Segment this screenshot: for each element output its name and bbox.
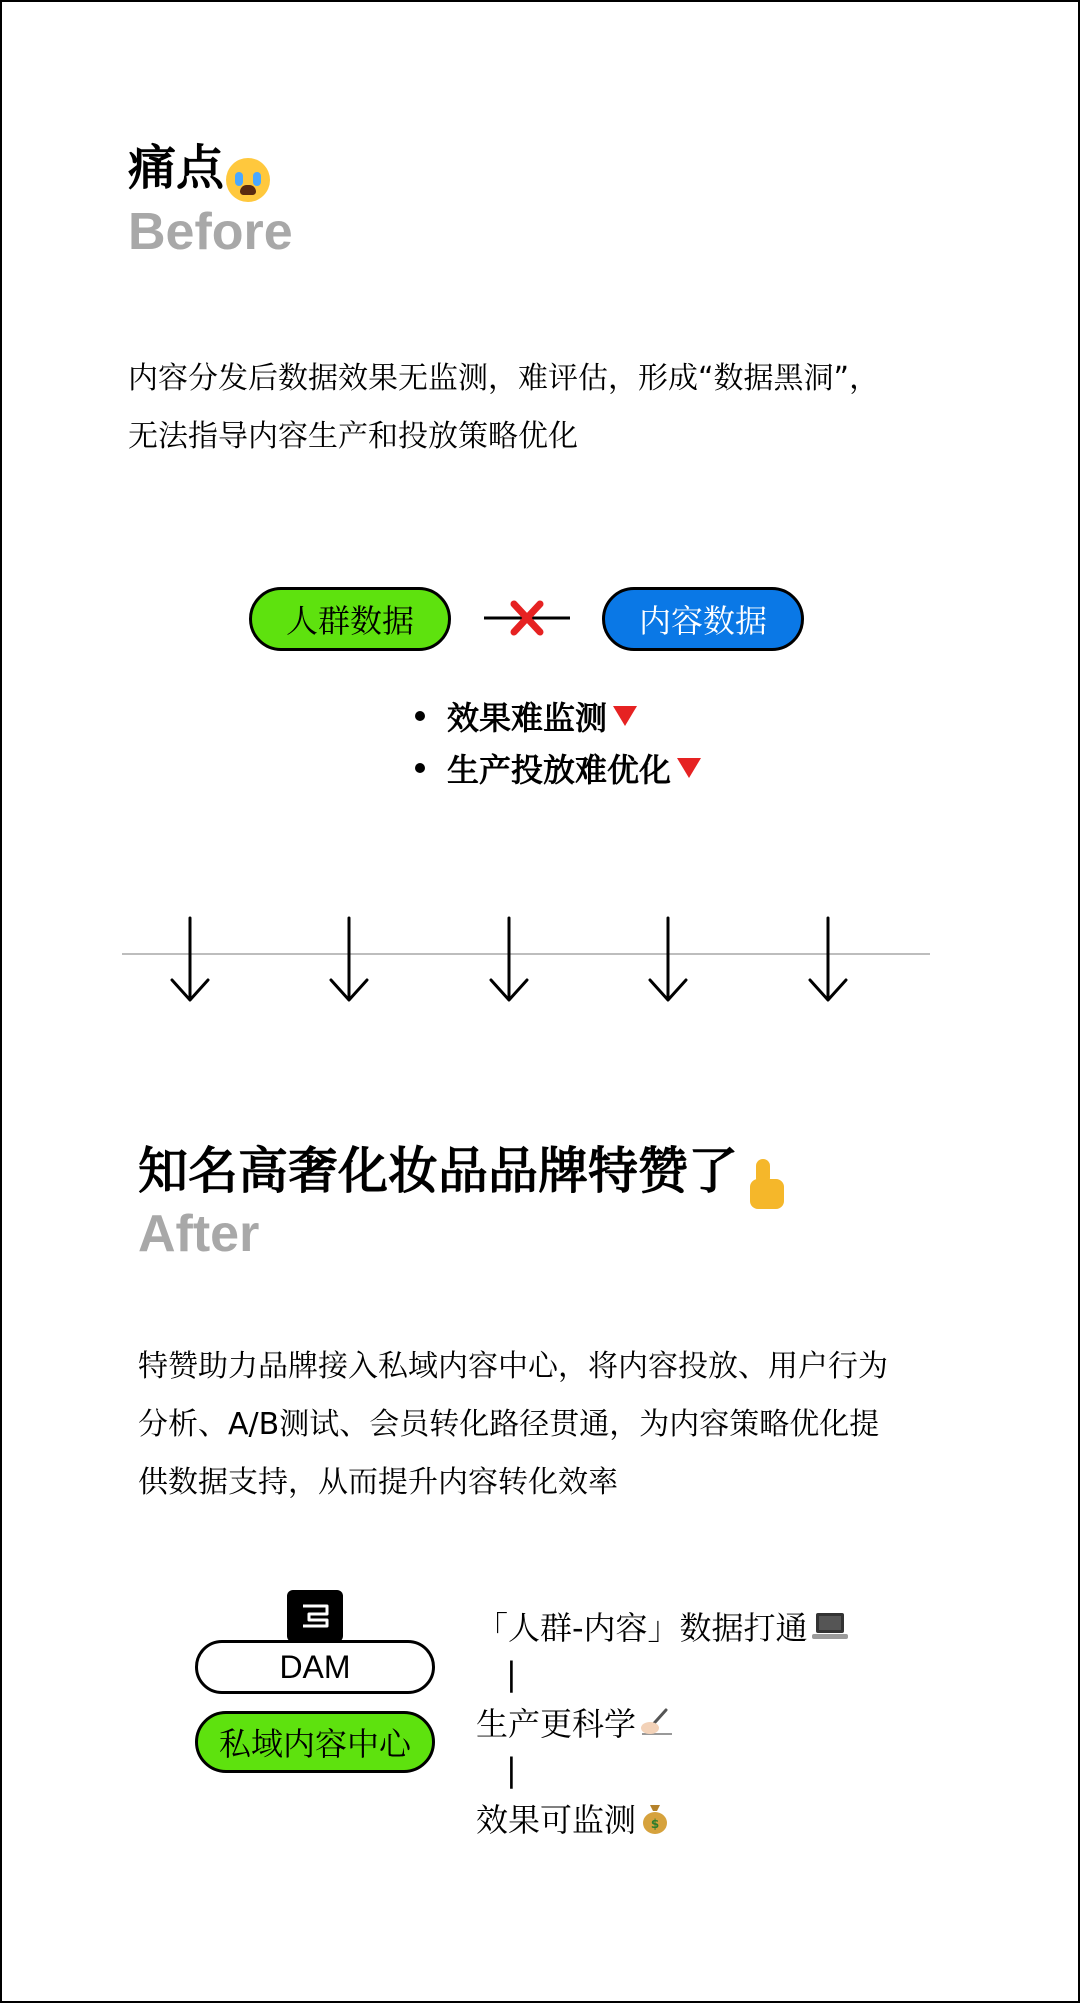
before-paragraph-line: 内容分发后数据效果无监测，难评估，形成“数据黑洞”， [128,361,880,396]
after-paragraph-line: 特赞助力品牌接入私域内容中心，将内容投放、用户行为 [138,1349,888,1384]
thumbs-up-icon [738,1159,788,1209]
after-title-en: After [138,1205,260,1263]
red-down-triangle-icon [613,706,637,726]
bullet-text: 效果难监测 [447,699,608,737]
dam-logo-icon [287,1590,343,1642]
writing-hand-icon [640,1706,674,1738]
down-arrow-icon [810,918,846,1000]
list-item [415,742,701,794]
list-item [476,1790,848,1846]
step-text: 效果可监测 [476,1801,637,1839]
crowd-data-pill: 人群数据 [249,587,451,651]
connector: | [506,1655,517,1693]
private-content-center-pill: 私域内容中心 [195,1711,435,1773]
before-paragraph [128,350,879,466]
after-paragraph-line: 供数据支持，从而提升内容转化效率 [138,1465,618,1500]
svg-text:$: $ [650,1817,660,1831]
step-text: 「人群-内容」数据打通 [476,1609,808,1647]
list-item [476,1598,848,1654]
before-bullet-list [415,690,701,794]
benefit-steps [476,1598,848,1846]
bullet-dot-icon [415,763,425,773]
content-data-pill: 内容数据 [602,587,804,651]
after-paragraph [138,1338,888,1512]
after-paragraph-line: 分析、A/B测试、会员转化路径贯通，为内容策略优化提 [138,1407,880,1442]
money-bag-icon [640,1801,670,1835]
after-title: 知名高奢化妆品品牌特赞了 [138,1142,738,1200]
list-item [476,1694,848,1750]
after-title-row [138,1143,788,1209]
dam-pill: DAM [195,1640,435,1694]
down-arrow-icon [650,918,686,1000]
red-down-triangle-icon [677,758,701,778]
crying-face-icon [226,158,270,202]
connector: | [506,1751,517,1789]
before-title-row [128,140,270,202]
transition-arrows [120,910,932,1010]
list-item [415,690,701,742]
before-paragraph-line: 无法指导内容生产和投放策略优化 [128,419,578,454]
down-arrow-icon [491,918,527,1000]
down-arrow-icon [172,918,208,1000]
laptop-icon [812,1610,848,1642]
step-text: 生产更科学 [476,1705,637,1743]
before-title: 痛点 [128,140,225,196]
bullet-dot-icon [415,711,425,721]
before-title-en: Before [128,203,293,261]
down-arrow-icon [331,918,367,1000]
bullet-text: 生产投放难优化 [447,751,672,789]
disconnected-cross-icon [484,598,570,638]
